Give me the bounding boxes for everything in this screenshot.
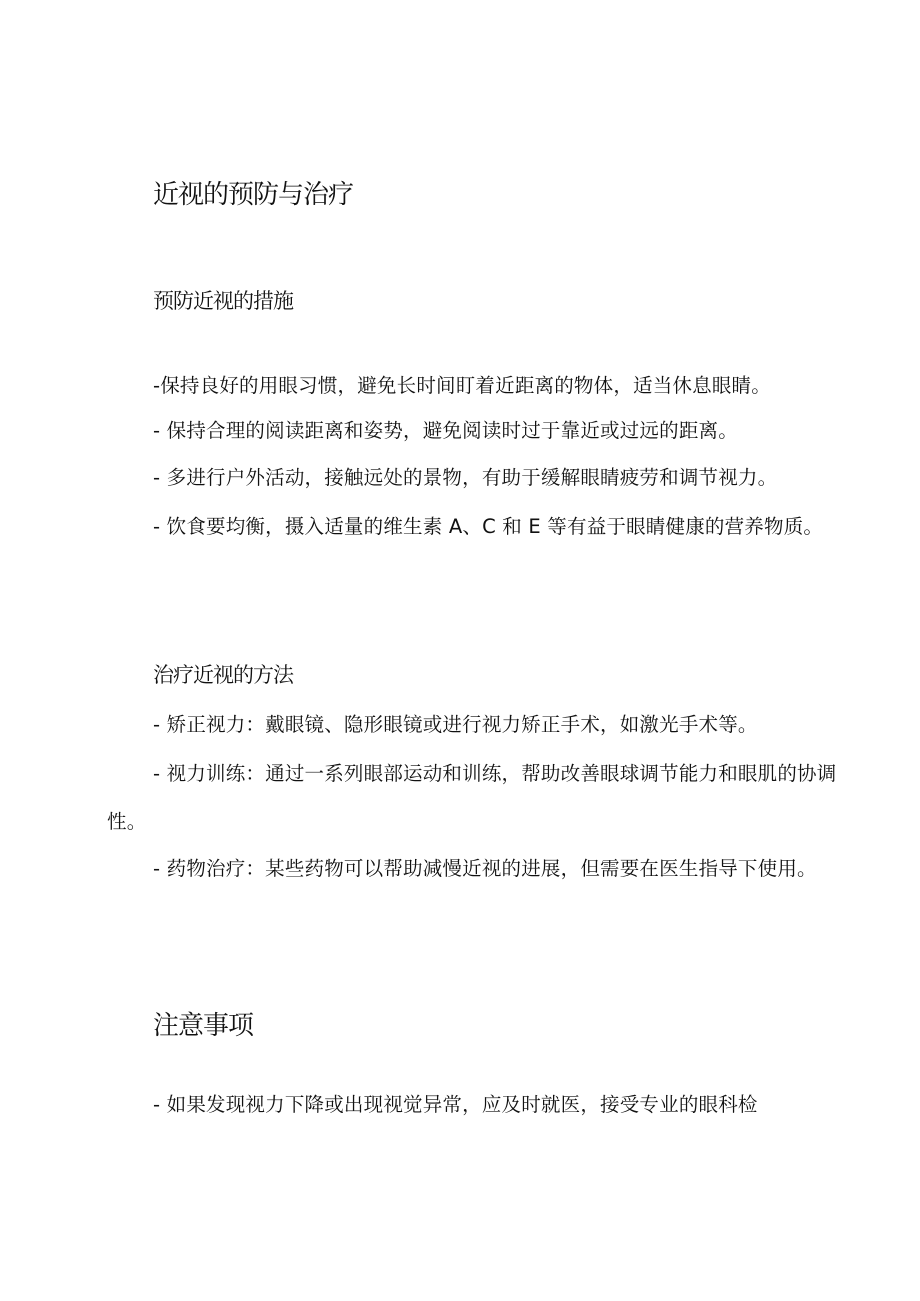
prevention-item-1: -保持良好的用眼习惯，避免长时间盯着近距离的物体，适当休息眼睛。 — [153, 374, 771, 397]
section-heading-prevention: 预防近视的措施 — [153, 289, 293, 313]
section-heading-notes: 注意事项 — [153, 1011, 254, 1041]
notes-item-1: - 如果发现视力下降或出现视觉异常，应及时就医，接受专业的眼科检 — [153, 1093, 758, 1116]
section-heading-treatment: 治疗近视的方法 — [153, 663, 293, 687]
prevention-item-3: - 多进行户外活动，接触远处的景物，有助于缓解眼睛疲劳和调节视力。 — [153, 466, 778, 489]
treatment-item-1: - 矫正视力：戴眼镜、隐形眼镜或进行视力矫正手术，如激光手术等。 — [153, 713, 758, 736]
prevention-item-4: - 饮食要均衡，摄入适量的维生素 A、C 和 E 等有益于眼睛健康的营养物质。 — [153, 515, 824, 538]
treatment-item-2: - 视力训练：通过一系列眼部运动和训练，帮助改善眼球调节能力和眼肌的协调性。 — [107, 762, 837, 833]
prevention-item-2: - 保持合理的阅读距离和姿势，避免阅读时过于靠近或过远的距离。 — [153, 419, 738, 442]
document-title: 近视的预防与治疗 — [153, 180, 354, 210]
treatment-item-3: - 药物治疗：某些药物可以帮助减慢近视的进展，但需要在医生指导下使用。 — [153, 857, 817, 880]
